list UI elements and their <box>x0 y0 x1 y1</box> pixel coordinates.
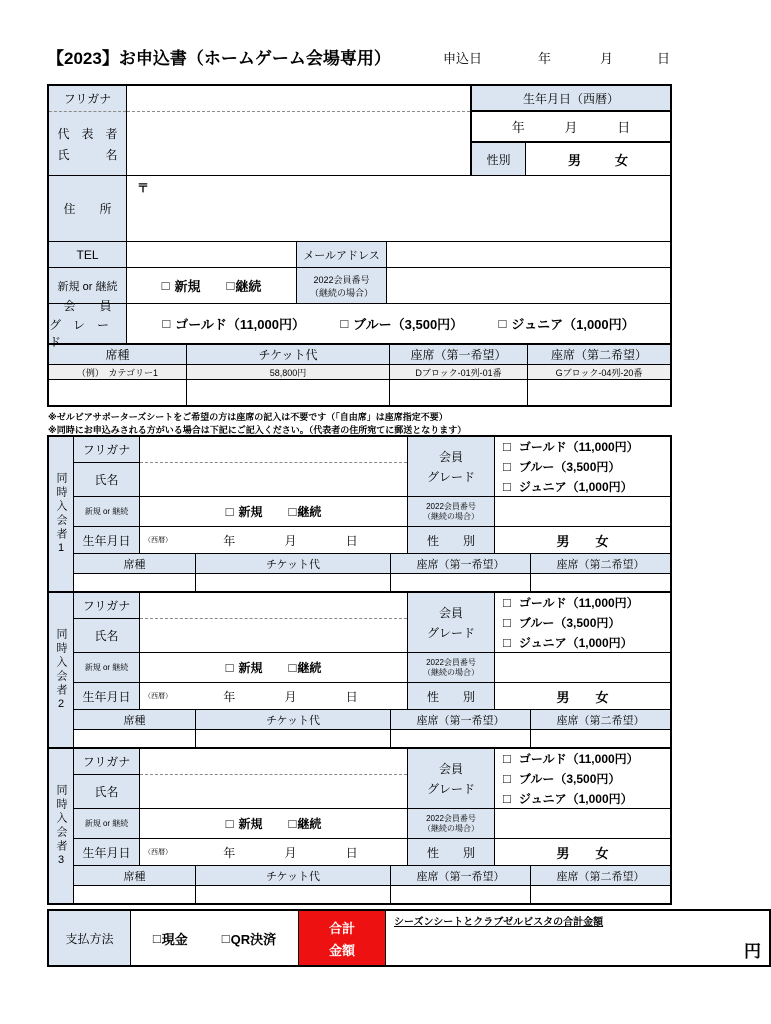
co-name-input[interactable] <box>140 619 407 652</box>
co-number: 3 <box>55 853 67 869</box>
seat-type-input[interactable] <box>74 730 196 747</box>
checkbox-icon: □ <box>225 816 234 831</box>
checkbox-icon: □ <box>503 634 511 650</box>
total-label-1: 合計 <box>328 920 355 936</box>
example-seat-second: Gブロック-04列-20番 <box>555 367 643 378</box>
grade-option-label: ブルー（3,500円） <box>518 460 621 474</box>
ticket-price-header: チケット代 <box>187 345 390 364</box>
co-furigana-input[interactable] <box>140 593 407 619</box>
seat-first-input[interactable] <box>391 574 531 591</box>
month-unit: 月 <box>564 120 578 135</box>
seat-type-header: 席種 <box>74 866 196 885</box>
co-gender-label-cell <box>408 683 495 709</box>
representative-section <box>47 84 672 407</box>
grade-option-label: ゴールド（11,000円） <box>518 596 639 611</box>
address-label-cell <box>49 176 127 241</box>
co-furigana-input[interactable] <box>140 749 407 775</box>
ticket-price-input[interactable] <box>196 730 391 747</box>
checkbox-icon: □ <box>503 439 511 455</box>
note-supporters-seat: ※ゼルビアサポーターズシートをご希望の方は座席の記入は不要です（「自由席」は座席指定不要） <box>48 412 448 422</box>
tel-label-cell <box>49 242 127 267</box>
seat-second-input[interactable] <box>531 886 670 903</box>
checkbox-icon: □ <box>503 459 511 474</box>
ticket-price-input[interactable] <box>187 380 390 406</box>
co-gender-label-cell <box>408 839 495 865</box>
seat-second-choice-header: 座席（第二希望） <box>556 714 645 727</box>
grade-option-label: ジュニア（1,000円） <box>518 791 633 806</box>
newcont-label: 新規 or 継続 <box>57 280 118 293</box>
postal-mark: 〒 <box>137 181 150 195</box>
cash-label: 現金 <box>161 931 188 947</box>
co-furigana-label: フリガナ <box>82 443 131 457</box>
rep-gender-cell <box>526 143 670 175</box>
gender-male-option[interactable]: 男 <box>556 845 570 861</box>
day-unit: 日 <box>617 120 631 135</box>
total-amount-label-cell <box>299 911 386 965</box>
apply-date-year-unit: 年 <box>538 51 552 66</box>
co-member-no-input[interactable] <box>495 497 670 526</box>
seat-first-choice-header: 座席（第一希望） <box>391 554 531 573</box>
co-furigana-input[interactable] <box>140 437 407 463</box>
tel-label: TEL <box>76 247 99 262</box>
continue-checkbox[interactable] <box>289 503 322 520</box>
grade-option-label: ゴールド（11,000円） <box>175 317 305 332</box>
co-applicant-block <box>47 591 672 749</box>
co-newcont-label-cell <box>74 653 140 682</box>
grade-option-blue[interactable] <box>495 769 670 789</box>
checkbox-icon: □ <box>288 816 297 831</box>
seat-first-input[interactable] <box>391 886 531 903</box>
checkbox-icon: □ <box>161 278 170 293</box>
apply-date-month-unit: 月 <box>600 51 614 66</box>
birthdate-header-cell <box>472 86 670 112</box>
co-gender-label-cell <box>408 527 495 553</box>
page-title: 【2023】お申込書（ホームゲーム会場専用） <box>47 49 391 68</box>
apply-date-day-unit: 日 <box>657 51 671 66</box>
seat-second-choice-header: 座席（第二希望） <box>556 870 645 883</box>
email-label-cell <box>297 242 387 267</box>
payment-method-label-cell <box>49 911 131 965</box>
example-seat-first: Dブロック-01列-01番 <box>390 365 528 379</box>
co-birth-label: 生年月日 <box>82 533 131 548</box>
co-member-no-label-2: （継続の場合） <box>423 511 479 521</box>
seat-first-input[interactable] <box>391 730 531 747</box>
checkbox-icon: □ <box>221 930 230 946</box>
checkbox-icon: □ <box>503 478 511 494</box>
cash-checkbox[interactable] <box>153 929 188 948</box>
grade-option-blue[interactable] <box>495 613 670 633</box>
co-applicants-section <box>47 437 672 905</box>
continue-checkbox[interactable] <box>289 659 322 676</box>
grade-option-label: ブルー（3,500円） <box>518 616 621 630</box>
seat-first-choice-header: 座席（第一希望） <box>391 866 531 885</box>
example-seat-type: （例） カテゴリー1 <box>49 365 187 379</box>
co-birth-era: （西暦） <box>144 849 172 856</box>
checkbox-icon: □ <box>340 316 349 331</box>
checkbox-icon: □ <box>503 595 511 611</box>
co-gender-cell <box>495 683 670 709</box>
day-unit: 日 <box>345 533 358 548</box>
co-member-no-label-1: 2022会員番号 <box>426 501 476 511</box>
grade-option-junior[interactable] <box>495 788 670 808</box>
co-member-no-label-1: 2022会員番号 <box>426 657 476 667</box>
co-seat-table-header <box>74 866 670 886</box>
co-birth-label-cell <box>74 683 140 709</box>
new-checkbox[interactable] <box>226 815 263 832</box>
payment-method-label: 支払方法 <box>65 931 114 946</box>
co-birthdate-input[interactable] <box>140 839 408 865</box>
checkbox-icon: □ <box>503 751 511 767</box>
co-grade-label-1: 会員 <box>438 450 463 464</box>
co-furigana-label-cell <box>74 593 139 619</box>
grade-label-cell <box>49 299 127 349</box>
month-unit: 月 <box>284 845 297 860</box>
continue-checkbox[interactable] <box>227 276 262 295</box>
co-furigana-label: フリガナ <box>82 755 131 769</box>
co-name-label: 氏名 <box>94 629 119 643</box>
grade-option-label: ジュニア（1,000円） <box>518 635 633 650</box>
new-label: 新規 <box>174 279 201 294</box>
page-header <box>47 44 672 70</box>
grade-label-2: グ レ ー ド <box>49 318 122 349</box>
grade-option-gold[interactable] <box>495 437 670 457</box>
co-newcont-label: 新規 or 継続 <box>84 662 129 672</box>
co-seat-table-entry-row <box>74 730 670 747</box>
co-newcont-label-cell <box>74 809 140 838</box>
co-furigana-label: フリガナ <box>82 599 131 613</box>
new-label: 新規 <box>238 661 263 675</box>
gender-female-option[interactable]: 女 <box>595 533 609 549</box>
co-number: 1 <box>55 541 67 557</box>
ticket-price-header: チケット代 <box>196 866 391 885</box>
gender-label: 性別 <box>486 152 511 167</box>
co-side-label: 同時入会者 <box>55 471 67 542</box>
grade-option-blue[interactable] <box>340 314 463 333</box>
rep-name-input[interactable] <box>127 112 470 175</box>
furigana-label-cell <box>49 86 126 112</box>
seat-table-entry-row <box>49 380 670 406</box>
co-birthdate-input[interactable] <box>140 527 408 553</box>
total-label-2: 金額 <box>328 942 355 958</box>
year-unit: 年 <box>223 533 236 548</box>
gender-female-option[interactable]: 女 <box>595 689 609 705</box>
checkbox-icon: □ <box>503 615 511 630</box>
currency-label: 円 <box>744 942 761 961</box>
apply-date-label: 申込日 <box>443 51 483 66</box>
co-seat-table-entry-row <box>74 886 670 903</box>
grade-option-junior[interactable] <box>495 476 670 496</box>
checkbox-icon: □ <box>503 790 511 806</box>
gender-male-option[interactable]: 男 <box>556 689 570 705</box>
grade-option-gold[interactable] <box>162 314 305 333</box>
ticket-price-header: チケット代 <box>196 710 391 729</box>
grade-option-label: ジュニア（1,000円） <box>518 479 633 494</box>
grade-option-label: ブルー（3,500円） <box>518 772 621 786</box>
email-label: メールアドレス <box>303 249 380 262</box>
seat-second-input[interactable] <box>528 380 670 406</box>
co-newcont-label-cell <box>74 497 140 526</box>
co-newcont-label: 新規 or 継続 <box>84 818 129 828</box>
co-birth-label-cell <box>74 839 140 865</box>
furigana-input[interactable] <box>127 86 470 112</box>
member-no-label-1: 2022会員番号 <box>313 274 370 285</box>
address-input[interactable] <box>127 176 670 241</box>
checkbox-icon: □ <box>498 316 507 331</box>
co-member-no-label-cell <box>408 653 495 682</box>
new-label: 新規 <box>238 505 263 519</box>
checkbox-icon: □ <box>503 771 511 786</box>
seat-second-choice-header: 座席（第二希望） <box>550 348 647 362</box>
continue-label: 継続 <box>235 279 262 294</box>
co-birth-label: 生年月日 <box>82 689 131 704</box>
seat-type-input[interactable] <box>74 574 196 591</box>
grade-option-junior[interactable] <box>499 314 635 333</box>
grade-option-label: ブルー（3,500円） <box>353 317 464 332</box>
seat-first-choice-header: 座席（第一希望） <box>391 710 531 729</box>
member-no-input[interactable] <box>387 268 670 303</box>
grade-label-1: 会 員 <box>63 299 112 313</box>
co-name-label-cell <box>74 463 139 496</box>
year-unit: 年 <box>511 120 525 135</box>
seat-first-input[interactable] <box>390 380 528 406</box>
co-name-input[interactable] <box>140 463 407 496</box>
grade-option-gold[interactable] <box>495 749 670 769</box>
grade-option-label: ジュニア（1,000円） <box>511 317 635 332</box>
year-unit: 年 <box>223 845 236 860</box>
tel-input[interactable] <box>127 242 297 267</box>
continue-label: 継続 <box>297 505 322 519</box>
seat-type-input[interactable] <box>74 886 196 903</box>
gender-male-option[interactable]: 男 <box>556 533 570 549</box>
co-member-no-label-cell <box>408 497 495 526</box>
rep-birthdate-input[interactable] <box>472 112 670 143</box>
seat-second-input[interactable] <box>531 730 670 747</box>
co-side-strip <box>49 593 74 747</box>
seat-type-input[interactable] <box>49 380 187 406</box>
co-name-label-cell <box>74 775 139 808</box>
checkbox-icon: □ <box>162 316 171 331</box>
continue-checkbox[interactable] <box>289 815 322 832</box>
email-input[interactable] <box>387 242 670 267</box>
day-unit: 日 <box>345 845 358 860</box>
checkbox-icon: □ <box>152 930 161 946</box>
co-furigana-label-cell <box>74 437 139 463</box>
checkbox-icon: □ <box>288 504 297 519</box>
seat-first-choice-header: 座席（第一希望） <box>390 345 528 364</box>
co-side-label: 同時入会者 <box>55 627 67 698</box>
co-seat-table-entry-row <box>74 574 670 591</box>
seat-type-header: 席種 <box>49 345 187 364</box>
co-gender-label: 性 別 <box>426 845 475 860</box>
grade-option-label: ゴールド（11,000円） <box>518 440 639 455</box>
grade-option-blue[interactable] <box>495 457 670 477</box>
co-member-no-input[interactable] <box>495 809 670 838</box>
seat-table-header <box>49 343 670 365</box>
continue-label: 継続 <box>297 661 322 675</box>
co-grade-label-2: グレード <box>426 470 475 484</box>
co-side-label: 同時入会者 <box>55 783 67 854</box>
ticket-price-header: チケット代 <box>196 554 391 573</box>
co-birth-label: 生年月日 <box>82 845 131 860</box>
co-side-strip <box>49 749 74 903</box>
co-member-no-label-2: （継続の場合） <box>423 823 479 833</box>
new-checkbox[interactable] <box>226 503 263 520</box>
checkbox-icon: □ <box>225 660 234 675</box>
co-applicant-block <box>47 435 672 593</box>
birthdate-header: 生年月日（西暦） <box>522 91 619 106</box>
payment-section <box>47 909 771 967</box>
ticket-price-input[interactable] <box>196 574 391 591</box>
rep-name-label-1: 代 表 者 <box>57 126 118 141</box>
month-unit: 月 <box>284 689 297 704</box>
checkbox-icon: □ <box>226 278 235 293</box>
co-name-label-cell <box>74 619 139 652</box>
member-no-label-cell <box>297 268 387 303</box>
co-name-label: 氏名 <box>94 473 119 487</box>
co-birth-era: （西暦） <box>144 693 172 700</box>
co-member-no-label-1: 2022会員番号 <box>426 813 476 823</box>
co-side-strip <box>49 437 74 591</box>
seat-type-header: 席種 <box>74 554 196 573</box>
co-grade-label-2: グレード <box>426 626 475 640</box>
seat-second-input[interactable] <box>531 574 670 591</box>
co-gender-label: 性 別 <box>426 689 475 704</box>
co-furigana-label-cell <box>74 749 139 775</box>
continue-label: 継続 <box>297 817 322 831</box>
co-name-label: 氏名 <box>94 785 119 799</box>
co-grade-label-2: グレード <box>426 782 475 796</box>
co-grade-label-cell <box>408 593 495 652</box>
furigana-label: フリガナ <box>63 92 112 106</box>
co-number: 2 <box>55 697 67 713</box>
example-ticket-price: 58,800円 <box>187 365 390 379</box>
co-gender-label: 性 別 <box>426 533 475 548</box>
checkbox-icon: □ <box>225 504 234 519</box>
co-grade-label-1: 会員 <box>438 606 463 620</box>
co-birth-label-cell <box>74 527 140 553</box>
co-name-input[interactable] <box>140 775 407 808</box>
grade-option-junior[interactable] <box>495 632 670 652</box>
gender-label-cell <box>472 143 526 175</box>
co-seat-table-header <box>74 554 670 574</box>
address-label: 住 所 <box>63 202 112 216</box>
qr-label: QR決済 <box>230 931 277 947</box>
co-grade-label-cell <box>408 437 495 496</box>
co-gender-cell <box>495 839 670 865</box>
total-amount-input[interactable] <box>386 911 769 965</box>
rep-name-label-2: 氏 名 <box>57 147 118 162</box>
co-member-no-label-2: （継続の場合） <box>423 667 479 677</box>
day-unit: 日 <box>345 689 358 704</box>
rep-name-label-cell <box>49 112 126 175</box>
new-checkbox[interactable] <box>162 276 201 295</box>
seat-type-header: 席種 <box>74 710 196 729</box>
co-birthdate-input[interactable] <box>140 683 408 709</box>
checkbox-icon: □ <box>288 660 297 675</box>
co-birth-era: （西暦） <box>144 537 172 544</box>
co-gender-cell <box>495 527 670 553</box>
seat-second-choice-header: 座席（第二希望） <box>556 558 645 571</box>
ticket-price-input[interactable] <box>196 886 391 903</box>
grade-option-label: ゴールド（11,000円） <box>518 752 639 767</box>
grade-option-gold[interactable] <box>495 593 670 613</box>
qr-checkbox[interactable] <box>222 929 276 948</box>
co-seat-table-header <box>74 710 670 730</box>
gender-male-option[interactable]: 男 <box>567 152 581 168</box>
co-applicant-block <box>47 747 672 905</box>
co-member-no-input[interactable] <box>495 653 670 682</box>
seat-table-example-row <box>49 365 670 380</box>
gender-female-option[interactable]: 女 <box>615 152 629 168</box>
co-member-no-label-cell <box>408 809 495 838</box>
new-checkbox[interactable] <box>226 659 263 676</box>
gender-female-option[interactable]: 女 <box>595 845 609 861</box>
year-unit: 年 <box>223 689 236 704</box>
note-co-applicants: ※同時にお申込みされる方がいる場合は下記にご記入ください。（代表者の住所宛てに郵送となります） <box>48 425 467 435</box>
co-grade-label-cell <box>408 749 495 808</box>
month-unit: 月 <box>284 533 297 548</box>
co-grade-label-1: 会員 <box>438 762 463 776</box>
new-label: 新規 <box>238 817 263 831</box>
member-no-label-2: （継続の場合） <box>309 287 373 298</box>
co-newcont-label: 新規 or 継続 <box>84 506 129 516</box>
total-amount-note: シーズンシートとクラブゼルビスタの合計金額 <box>394 917 604 928</box>
